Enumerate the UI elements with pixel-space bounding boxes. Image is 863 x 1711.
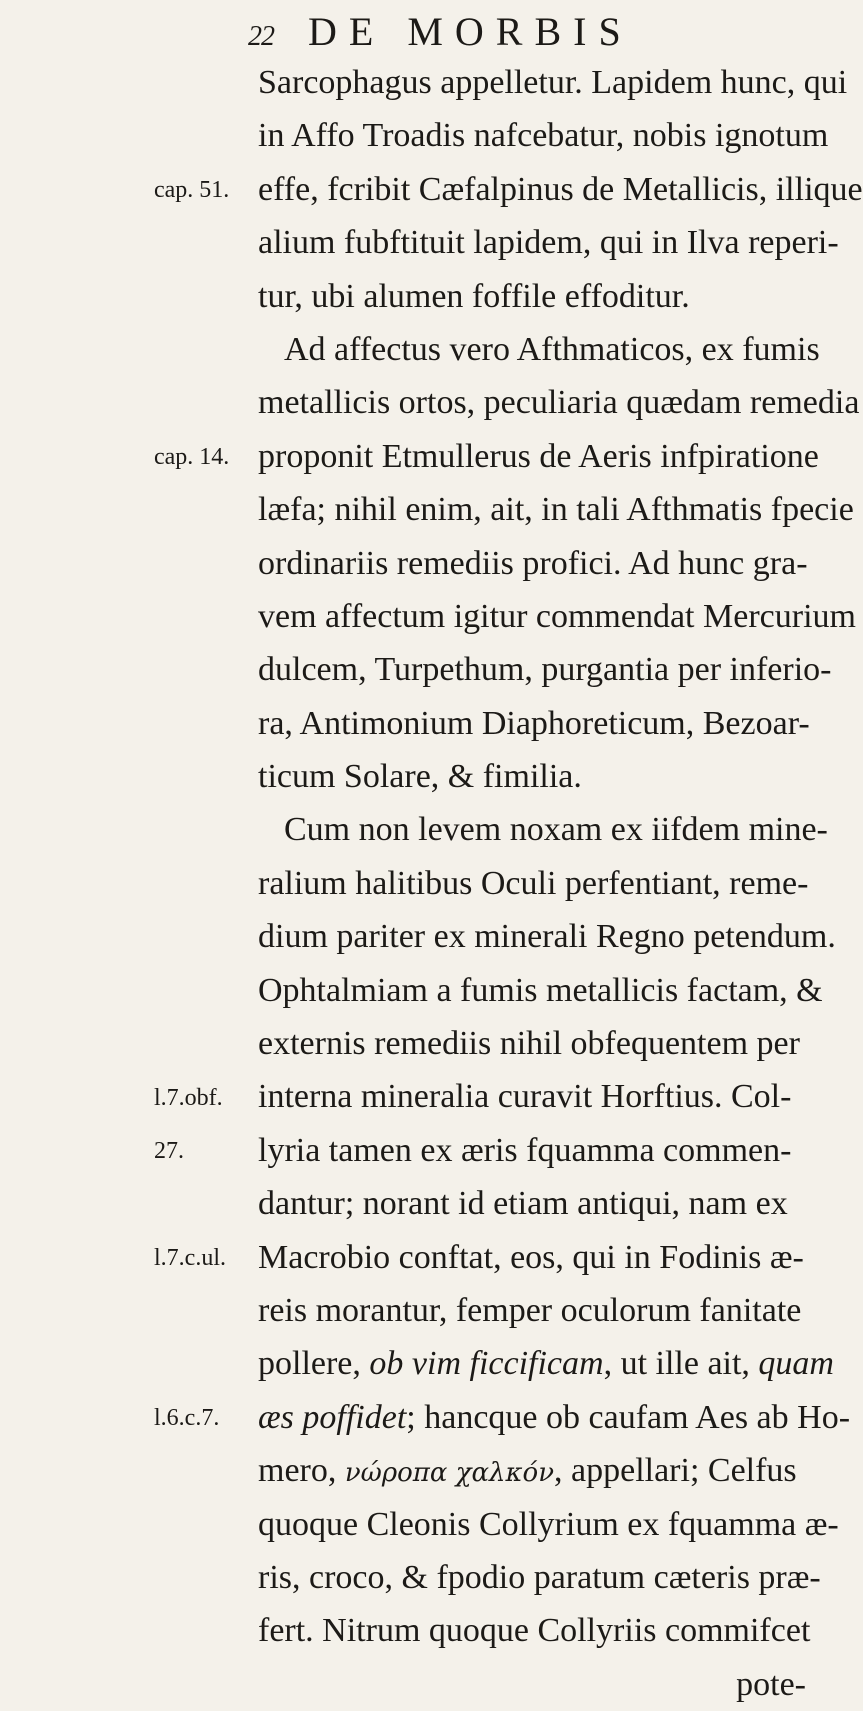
text-segment: ticum Solare, & fimilia. xyxy=(258,758,582,796)
text-line xyxy=(258,1177,806,1230)
text-line xyxy=(258,1551,821,1604)
text-line xyxy=(258,643,832,696)
text-line xyxy=(258,803,828,856)
text-segment: æs poffidet xyxy=(258,1398,407,1436)
margin-note: cap. 14. xyxy=(154,443,230,470)
text-segment: ob vim ficcificam xyxy=(369,1345,604,1383)
text-line xyxy=(258,964,823,1017)
text-line xyxy=(258,1337,834,1390)
text-line xyxy=(258,1070,806,1123)
margin-note: l.7.obf. xyxy=(154,1084,223,1111)
text-line xyxy=(258,270,806,323)
text-segment: lyria tamen ex æris fquamma commen- xyxy=(258,1131,792,1169)
text-line xyxy=(258,376,860,429)
text-line xyxy=(258,750,806,803)
text-segment: Ad affectus vero Afthmaticos, ex fumis xyxy=(284,330,820,368)
text-segment: interna mineralia curavit Horftius. Col- xyxy=(258,1078,792,1116)
text-line xyxy=(258,697,810,750)
text-segment: proponit Etmullerus de Aeris infpiratione xyxy=(258,437,819,475)
text-segment: læfa; nihil enim, ait, in tali Afthmatis fpecie xyxy=(258,491,854,529)
margin-note: l.7.c.ul. xyxy=(154,1244,226,1271)
text-line xyxy=(258,1604,811,1657)
text-line xyxy=(258,216,839,269)
text-segment: effe, fcribit Cæfalpinus de Metallicis, illique xyxy=(258,170,863,208)
text-line xyxy=(258,1017,806,1070)
margin-note: 27. xyxy=(154,1138,184,1164)
text-line xyxy=(258,1444,806,1497)
text-segment: metallicis ortos, peculiaria quædam remedia xyxy=(258,384,860,422)
text-line xyxy=(258,1391,851,1444)
text-segment: fert. Nitrum quoque Collyriis commifcet xyxy=(258,1612,811,1650)
text-line xyxy=(258,163,863,216)
page-number: 22 xyxy=(248,21,274,52)
text-segment: ralium halitibus Oculi perfentiant, reme- xyxy=(258,864,809,902)
body-text xyxy=(258,56,863,1711)
text-segment: pollere, xyxy=(258,1345,370,1383)
text-segment: ordinariis remediis profici. Ad hunc gra- xyxy=(258,544,808,582)
text-line xyxy=(258,1498,839,1551)
text-segment: quam xyxy=(758,1345,834,1383)
text-line xyxy=(258,1124,806,1177)
margin-note: l.6.c.7. xyxy=(154,1405,220,1431)
text-line xyxy=(258,323,820,376)
text-segment: in Affo Troadis nafcebatur, nobis ignotum xyxy=(258,117,829,155)
text-segment: externis remediis nihil obfequentem per xyxy=(258,1025,800,1063)
text-line xyxy=(258,1658,806,1711)
text-segment: dantur; norant id etiam antiqui, nam ex xyxy=(258,1185,788,1223)
text-segment: vem affectum igitur commendat Mercurium xyxy=(258,597,856,635)
text-segment: Cum non levem noxam ex iifdem mine- xyxy=(284,811,828,849)
margin-note: cap. 51. xyxy=(154,176,230,203)
text-line xyxy=(258,109,829,162)
text-segment: mero, xyxy=(258,1452,345,1490)
text-segment: ris, croco, & fpodio paratum cæteris præ- xyxy=(258,1558,821,1596)
text-segment: alium fubftituit lapidem, qui in Ilva reperi- xyxy=(258,224,839,262)
text-line xyxy=(258,537,806,590)
text-segment: ; hancque ob caufam Aes ab Ho- xyxy=(406,1398,851,1436)
text-segment: Macrobio conftat, eos, qui in Fodinis æ- xyxy=(258,1238,804,1276)
text-segment: reis morantur, femper oculorum fanitate xyxy=(258,1291,802,1329)
text-segment: pote- xyxy=(736,1665,806,1703)
text-line xyxy=(258,1231,806,1284)
text-segment: ra, Antimonium Diaphoreticum, Bezoar- xyxy=(258,704,810,742)
text-line xyxy=(258,430,819,483)
text-segment: , ut ille ait, xyxy=(603,1345,759,1383)
text-line xyxy=(258,910,836,963)
text-segment: quoque Cleonis Collyrium ex fquamma æ- xyxy=(258,1505,839,1543)
page-header xyxy=(248,8,633,58)
text-segment: νώροπα χαλκόν xyxy=(344,1458,555,1489)
text-segment: tur, ubi alumen foffile effoditur. xyxy=(258,277,690,315)
text-segment: , appellari; Celfus xyxy=(554,1452,797,1490)
text-segment: Sarcophagus appelletur. Lapidem hunc, qui xyxy=(258,64,848,101)
text-segment: dulcem, Turpethum, purgantia per inferio- xyxy=(258,651,832,689)
text-line xyxy=(258,56,848,109)
running-title: DE MORBIS xyxy=(308,9,633,54)
text-line xyxy=(258,590,856,643)
text-segment: dium pariter ex minerali Regno petendum. xyxy=(258,918,836,956)
text-segment: Ophtalmiam a fumis metallicis factam, & xyxy=(258,971,823,1009)
text-line xyxy=(258,857,809,910)
text-line xyxy=(258,1284,806,1337)
text-line xyxy=(258,483,854,536)
